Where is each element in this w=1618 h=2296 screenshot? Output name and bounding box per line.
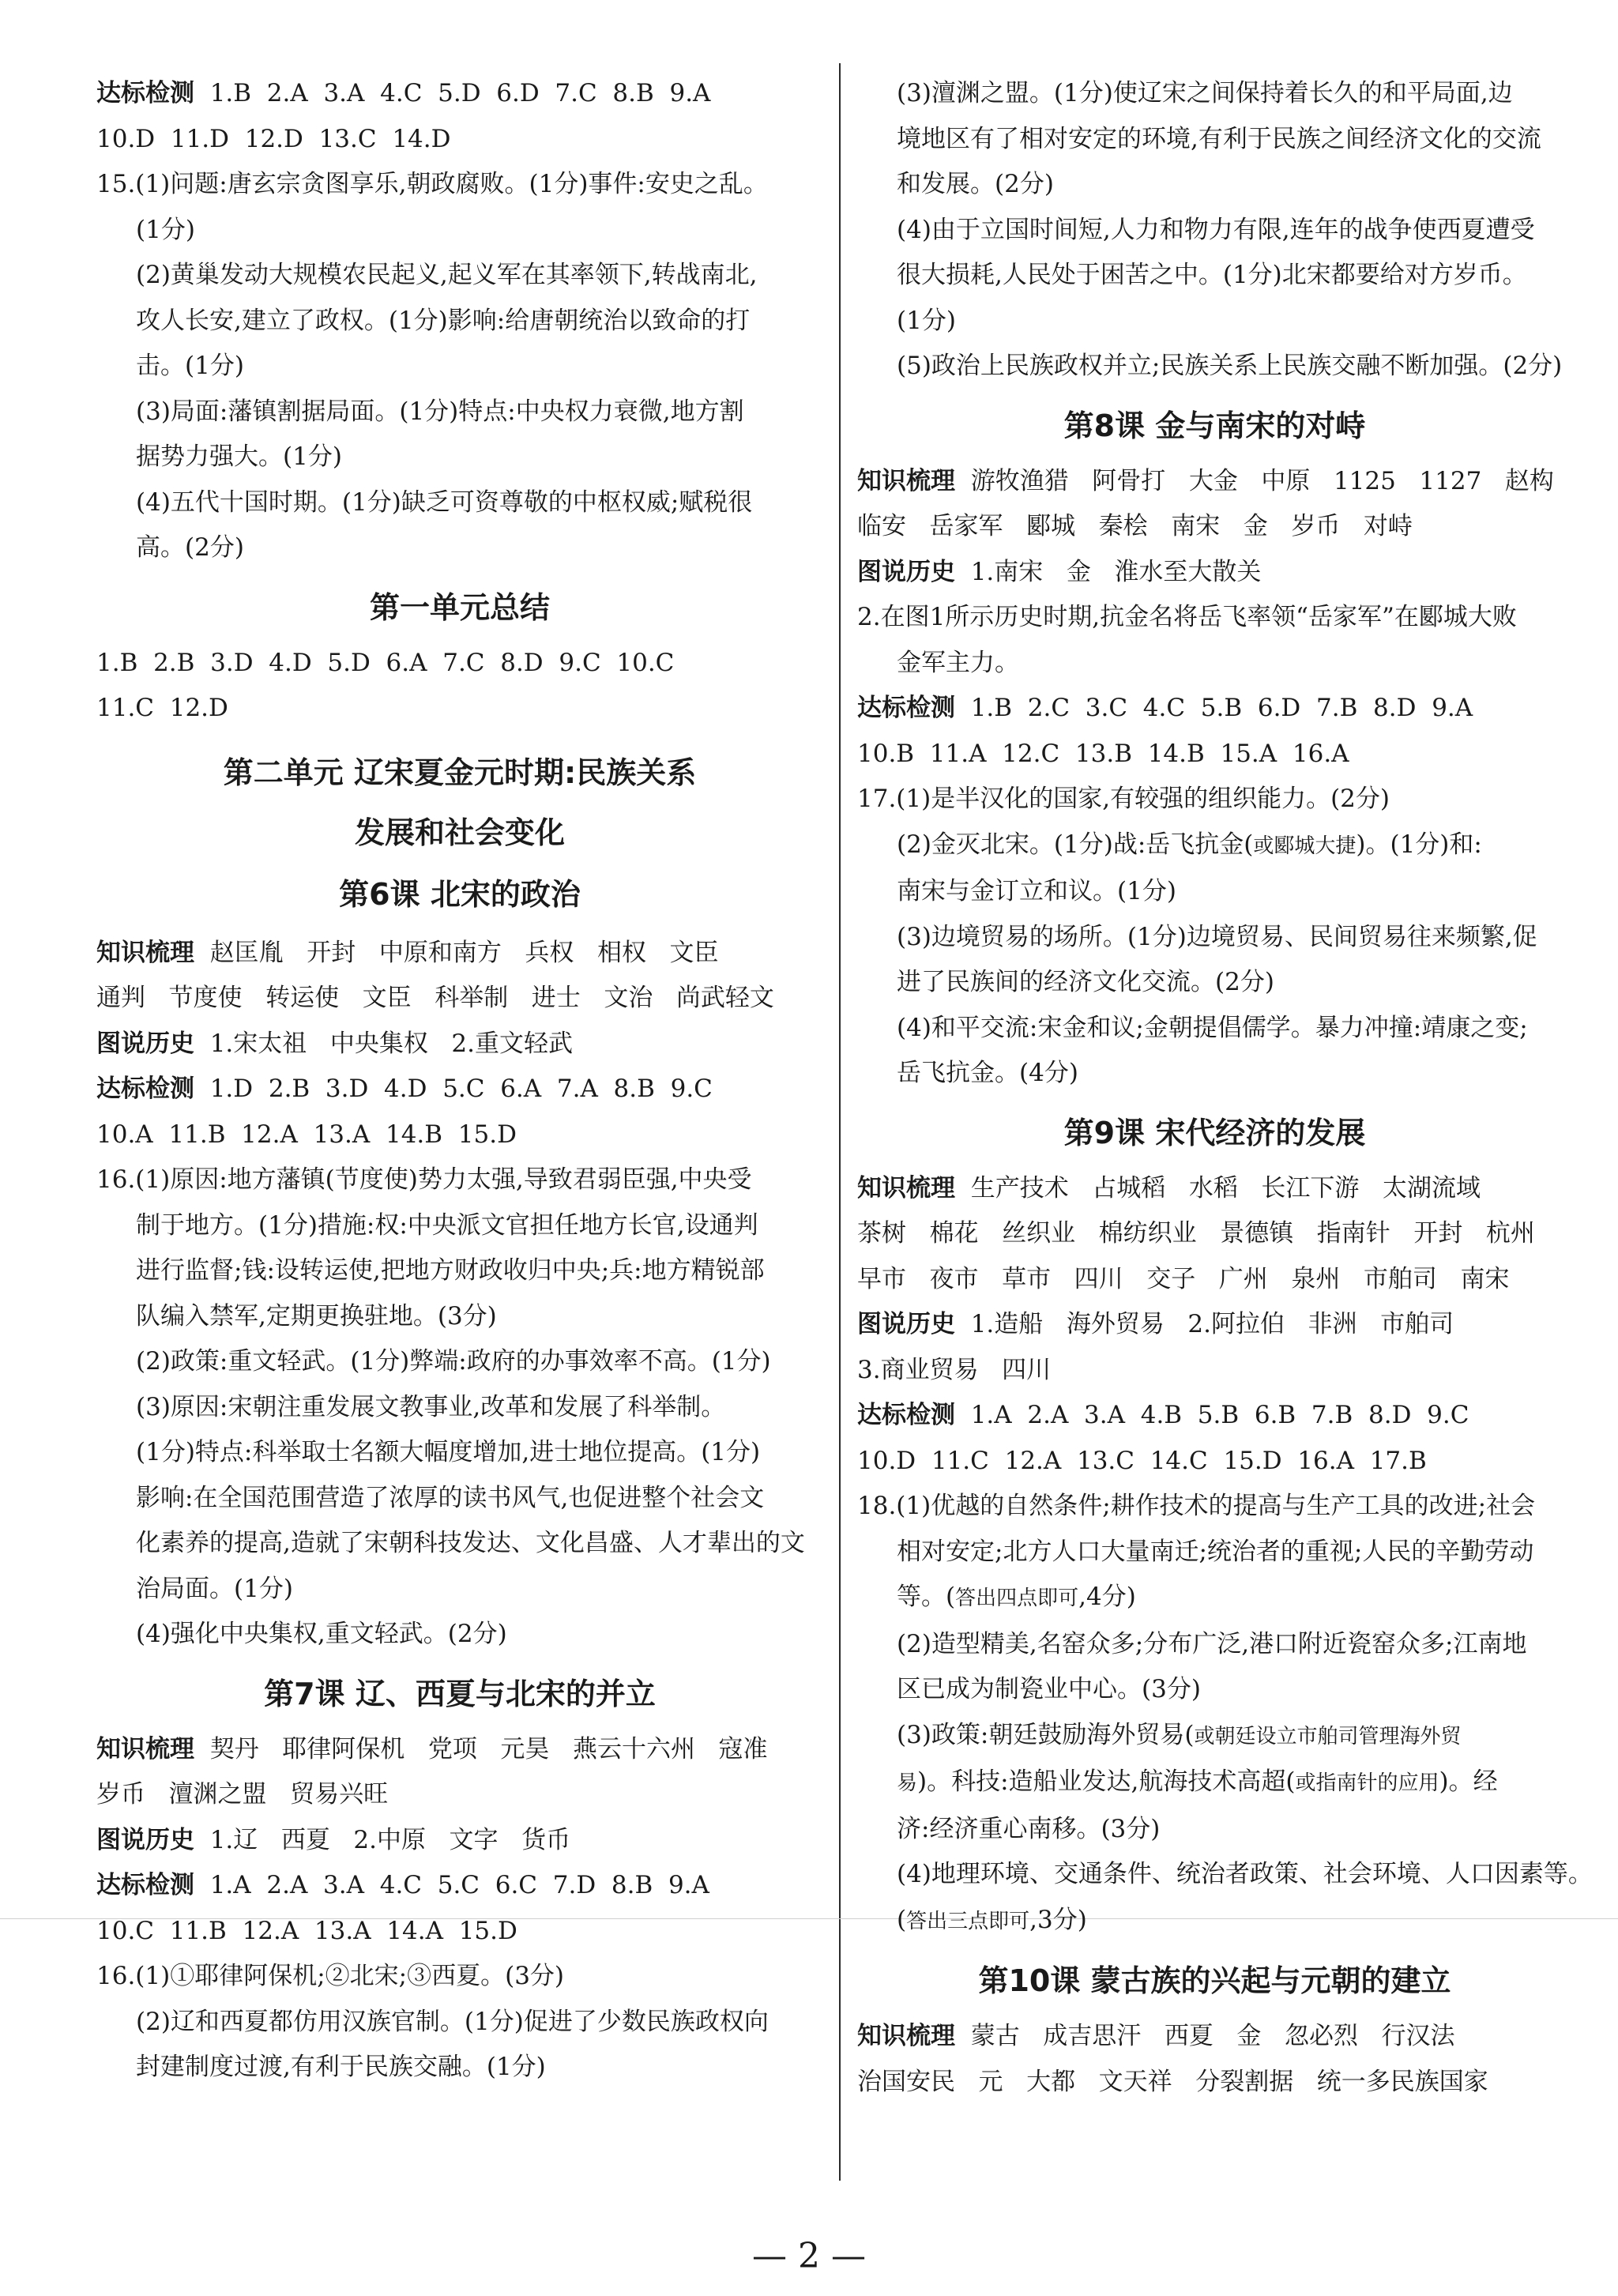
text-line: (3)局面:藩镇割据局面。(1分)特点:中央权力衰微,地方割	[136, 397, 744, 426]
answer-text: 1.B 2.A 3.A 4.C 5.D 6.D 7.C 8.B 9.A	[194, 79, 711, 107]
heading-lesson6: 第6课 北宋的政治	[339, 876, 581, 912]
text-line: (4)五代十国时期。(1分)缺乏可资尊敬的中枢权威;赋税很	[136, 487, 753, 517]
answer-text: )。(1分)和:	[1356, 830, 1482, 859]
text-line: 11.C 12.D	[96, 694, 228, 722]
text-line: 很大损耗,人民处于困苦之中。(1分)北宋都要给对方岁币。	[897, 261, 1527, 289]
answer-text: 1.造船 海外贸易 2.阿拉伯 非洲 市舶司	[955, 1310, 1454, 1338]
note-text: 易	[897, 1771, 918, 1795]
heading-unit2: 第二单元 辽宋夏金元时期:民族关系	[223, 755, 697, 790]
text-line: 相对安定;北方人口大量南迁;统治者的重视;人民的辛勤劳动	[897, 1537, 1534, 1566]
answer-text: 1.A 2.A 3.A 4.C 5.C 6.C 7.D 8.B 9.A	[194, 1871, 709, 1899]
section-label: 达标检测	[857, 694, 955, 722]
heading-lesson9: 第9课 宋代经济的发展	[1063, 1115, 1366, 1150]
text-line	[857, 2014, 1572, 2060]
section-label: 达标检测	[96, 1871, 194, 1899]
text-line	[857, 550, 1572, 596]
text-line: (2)黄巢发动大规模农民起义,起义军在其率领下,转战南北,	[136, 261, 758, 289]
answer-text: 契丹 耶律阿保机 党项 元昊 燕云十六州 寇准	[194, 1734, 768, 1763]
section-label: 知识梳理	[96, 1734, 194, 1763]
text-line	[96, 931, 823, 977]
text-line: 17.(1)是半汉化的国家,有较强的组织能力。(2分)	[857, 785, 1390, 813]
text-line: 10.D 11.C 12.A 13.C 14.C 15.D 16.A 17.B	[857, 1446, 1427, 1475]
text-line: 16.(1)①耶律阿保机;②北宋;③西夏。(3分)	[96, 1962, 565, 1990]
answer-text: 等。(	[897, 1583, 956, 1611]
section-label: 知识梳理	[857, 1173, 955, 1203]
answer-text: (3)政策:朝廷鼓励海外贸易(	[897, 1720, 1195, 1749]
heading-lesson7: 第7课 辽、西夏与北宋的并立	[264, 1676, 656, 1711]
text-line: (5)政治上民族政权并立;民族关系上民族交融不断加强。(2分)	[897, 352, 1563, 380]
note-text: 或朝廷设立市舶司管理海外贸	[1194, 1724, 1462, 1748]
text-line: 金军主力。	[897, 648, 1019, 677]
text-line: 攻人长安,建立了政权。(1分)影响:给唐朝统治以致命的打	[136, 306, 751, 335]
text-line: (3)原因:宋朝注重发展文教事业,改革和发展了科举制。	[136, 1392, 726, 1421]
text-line: 10.B 11.A 12.C 13.B 14.B 15.A 16.A	[857, 739, 1349, 768]
answer-text: 蒙古 成吉思汗 西夏 金 忽必烈 行汉法	[955, 2022, 1455, 2050]
answer-text: (	[897, 1905, 907, 1934]
text-line: 16.(1)原因:地方藩镇(节度使)势力太强,导致君弱臣强,中央受	[96, 1165, 752, 1194]
text-line	[857, 1393, 1572, 1439]
text-line: (4)地理环境、交通条件、统治者政策、社会环境、人口因素等。	[897, 1860, 1593, 1888]
text-line: 队编入禁军,定期更换驻地。(3分)	[136, 1301, 497, 1331]
text-line	[857, 686, 1572, 732]
section-label: 图说历史	[857, 1310, 955, 1338]
text-line: (1分)特点:科举取士名额大幅度增加,进士地位提高。(1分)	[136, 1438, 761, 1466]
section-label: 图说历史	[857, 557, 955, 586]
text-line: 影响:在全国范围营造了浓厚的读书风气,也促进整个社会文	[136, 1483, 765, 1512]
text-line: 茶树 棉花 丝织业 棉纺织业 景德镇 指南针 开封 杭州	[857, 1219, 1535, 1248]
text-line: 临安 岳家军 郾城 秦桧 南宋 金 岁币 对峙	[857, 512, 1413, 540]
text-line: (4)和平交流:宋金和议;金朝提倡儒学。暴力冲撞:靖康之变;	[897, 1013, 1528, 1042]
text-line: (3)边境贸易的场所。(1分)边境贸易、民间贸易往来频繁,促	[897, 922, 1537, 951]
text-line: 击。(1分)	[136, 352, 244, 380]
text-line	[96, 1067, 823, 1112]
text-line: 进了民族间的经济文化交流。(2分)	[897, 968, 1274, 996]
text-line: 15.(1)问题:唐玄宗贪图享乐,朝政腐败。(1分)事件:安史之乱。	[96, 170, 768, 198]
section-label: 图说历史	[96, 1825, 194, 1854]
page-number: — 2 —	[752, 2236, 866, 2276]
text-line: 3.商业贸易 四川	[857, 1355, 1052, 1384]
heading-lesson10: 第10课 蒙古族的兴起与元朝的建立	[978, 1963, 1451, 1998]
text-line: (2)造型精美,名窑众多;分布广泛,港口附近瓷窑众多;江南地	[897, 1629, 1527, 1658]
answer-text: 1.A 2.A 3.A 4.B 5.B 6.B 7.B 8.D 9.C	[955, 1401, 1469, 1429]
answer-text: 1.D 2.B 3.D 4.D 5.C 6.A 7.A 8.B 9.C	[194, 1075, 713, 1103]
text-line: 济:经济重心南移。(3分)	[897, 1814, 1161, 1843]
right-column	[857, 71, 1593, 2105]
text-line	[857, 1898, 1572, 1945]
text-line: 18.(1)优越的自然条件;耕作技术的提高与生产工具的改进;社会	[857, 1492, 1536, 1520]
answer-text: )。经	[1439, 1767, 1498, 1796]
text-line: 化素养的提高,造就了宋朝科技发达、文化昌盛、人才辈出的文	[136, 1529, 805, 1557]
section-label: 达标检测	[96, 79, 194, 107]
heading-lesson8: 第8课 金与南宋的对峙	[1063, 408, 1366, 443]
text-line	[857, 1166, 1572, 1212]
answer-text: )。科技:造船业发达,航海技术高超(	[917, 1767, 1296, 1796]
text-line: 10.D 11.D 12.D 13.C 14.D	[96, 124, 451, 153]
heading-unit1-summary: 第一单元总结	[369, 589, 550, 625]
section-label: 图说历史	[96, 1029, 194, 1058]
text-line: 岁币 澶渊之盟 贸易兴旺	[96, 1780, 389, 1809]
answer-text: 赵匡胤 开封 中原和南方 兵权 相权 文臣	[194, 938, 719, 967]
text-line: (4)由于立国时间短,人力和物力有限,连年的战争使西夏遭受	[897, 215, 1535, 244]
note-text: 答出三点即可	[906, 1909, 1030, 1933]
answer-text: 1.辽 西夏 2.中原 文字 货币	[194, 1825, 571, 1854]
answer-text: ,4分)	[1078, 1583, 1136, 1611]
text-line: (2)辽和西夏都仿用汉族官制。(1分)促进了少数民族政权向	[136, 2007, 769, 2036]
answer-text: 生产技术 占城稻 水稻 长江下游 太湖流域	[955, 1173, 1481, 1203]
left-column	[96, 71, 823, 2091]
text-line: 1.B 2.B 3.D 4.D 5.D 6.A 7.C 8.D 9.C 10.C	[96, 648, 675, 677]
answer-text: (2)金灭北宋。(1分)战:岳飞抗金(	[897, 830, 1254, 859]
text-line: 进行监督;钱:设转运使,把地方财政收归中央;兵:地方精锐部	[136, 1256, 765, 1285]
text-line	[96, 1863, 823, 1909]
answer-text: 1.宋太祖 中央集权 2.重文轻武	[194, 1029, 573, 1058]
answer-text: 1.B 2.C 3.C 4.C 5.B 6.D 7.B 8.D 9.A	[955, 694, 1473, 722]
text-line	[857, 459, 1572, 505]
text-line: 通判 节度使 转运使 文臣 科举制 进士 文治 尚武轻文	[96, 984, 774, 1012]
note-text: 或郾城大捷	[1253, 834, 1356, 858]
section-label: 达标检测	[857, 1401, 955, 1429]
text-line: 岳飞抗金。(4分)	[897, 1059, 1078, 1087]
text-line: (2)政策:重文轻武。(1分)弊端:政府的办事效率不高。(1分)	[136, 1347, 771, 1376]
text-line: (3)澶渊之盟。(1分)使辽宋之间保持着长久的和平局面,边	[897, 79, 1513, 107]
answer-text: ,3分)	[1029, 1905, 1087, 1934]
text-line: (1分)	[897, 306, 956, 335]
text-line	[96, 1818, 823, 1864]
text-line: 和发展。(2分)	[897, 170, 1054, 198]
text-line: 10.A 11.B 12.A 13.A 14.B 15.D	[96, 1120, 517, 1149]
text-line: 治局面。(1分)	[136, 1574, 293, 1603]
text-line: 据势力强大。(1分)	[136, 442, 342, 471]
section-label: 知识梳理	[857, 2022, 955, 2050]
text-line: 2.在图1所示历史时期,抗金名将岳飞率领“岳家军”在郾城大败	[857, 603, 1517, 631]
text-line	[857, 1302, 1572, 1348]
text-line	[96, 1727, 823, 1773]
answer-text: 1.南宋 金 淮水至大散关	[955, 557, 1262, 586]
text-line: (1分)	[136, 215, 195, 244]
text-line: 制于地方。(1分)措施:权:中央派文官担任地方长官,设通判	[136, 1210, 758, 1240]
text-line	[857, 1760, 1572, 1807]
answer-text: 游牧渔猎 阿骨打 大金 中原 1125 1127 赵构	[955, 466, 1554, 495]
text-line: 封建制度过渡,有利于民族交融。(1分)	[136, 2053, 546, 2081]
section-label: 达标检测	[96, 1075, 194, 1103]
text-line	[857, 1713, 1572, 1760]
text-line: 治国安民 元 大都 文天祥 分裂割据 统一多民族国家	[857, 2067, 1488, 2096]
note-text: 或指南针的应用	[1295, 1771, 1439, 1795]
text-line: 10.C 11.B 12.A 13.A 14.A 15.D	[96, 1916, 517, 1945]
column-divider	[839, 63, 841, 2181]
note-text: 答出四点即可	[955, 1586, 1079, 1610]
text-line: 早市 夜市 草市 四川 交子 广州 泉州 市舶司 南宋	[857, 1264, 1510, 1293]
text-line	[96, 71, 823, 117]
text-line: (4)强化中央集权,重文轻武。(2分)	[136, 1620, 507, 1648]
text-line	[96, 1022, 823, 1067]
section-label: 知识梳理	[96, 938, 194, 967]
text-line	[857, 1575, 1572, 1622]
text-line: 境地区有了相对安定的环境,有利于民族之间经济文化的交流	[897, 124, 1541, 153]
text-line: 区已成为制瓷业中心。(3分)	[897, 1675, 1201, 1703]
text-line: 高。(2分)	[136, 533, 244, 562]
text-line: 南宋与金订立和议。(1分)	[897, 877, 1176, 905]
section-label: 知识梳理	[857, 466, 955, 495]
text-line	[857, 822, 1572, 870]
heading-unit2-cont: 发展和社会变化	[354, 815, 565, 850]
